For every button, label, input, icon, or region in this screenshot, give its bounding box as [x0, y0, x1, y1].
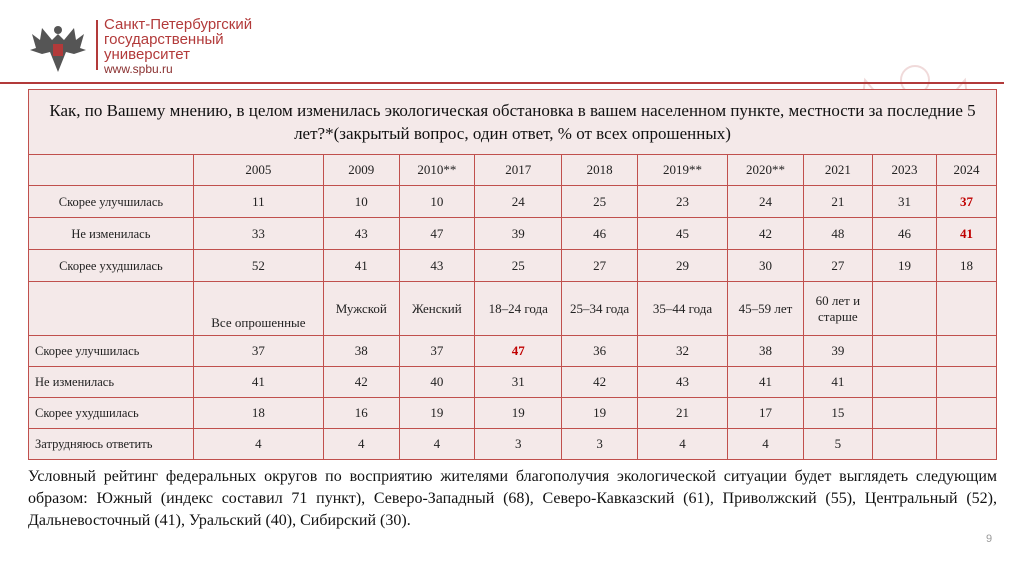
table-cell: 4 — [637, 429, 727, 460]
table-cell: 4 — [728, 429, 804, 460]
table-cell: 33 — [193, 218, 323, 250]
empty-cell — [873, 429, 937, 460]
year-header: 2017 — [475, 155, 562, 186]
corner-cell — [29, 282, 194, 336]
table-cell: 41 — [324, 250, 400, 282]
table-cell: 19 — [562, 398, 638, 429]
row-label: Скорее улучшилась — [29, 336, 194, 367]
year-header: 2020** — [728, 155, 804, 186]
table-cell: 38 — [728, 336, 804, 367]
table-cell: 47 — [399, 218, 475, 250]
empty-cell — [937, 282, 997, 336]
demo-header: 45–59 лет — [728, 282, 804, 336]
table-cell: 40 — [399, 367, 475, 398]
highlighted-cell: 37 — [937, 186, 997, 218]
table-cell: 42 — [728, 218, 804, 250]
rating-summary: Условный рейтинг федеральных округов по восприятию жителями благополучия экологической ситуации будет выглядеть следующим образом: Южный (индекс составил 71 пункт), Северо-Западный (68), Северо-Кавказский (61), Приволжский (55), Центральный (52), Дальневосточный (41), Уральский (40), Сибирский (30). — [28, 468, 997, 529]
demographics-header-row — [29, 282, 997, 336]
spbu-emblem — [28, 18, 88, 74]
uni-line-2: государственный — [104, 31, 224, 48]
table-cell: 18 — [193, 398, 323, 429]
survey-table — [28, 89, 997, 460]
highlighted-cell: 47 — [475, 336, 562, 367]
table-cell: 27 — [562, 250, 638, 282]
logo-divider — [96, 20, 98, 70]
year-header: 2024 — [937, 155, 997, 186]
table-cell: 43 — [399, 250, 475, 282]
website-link[interactable]: www.spbu.ru — [104, 62, 173, 76]
table-cell: 41 — [193, 367, 323, 398]
table-row — [29, 429, 997, 460]
demo-header: 18–24 года — [475, 282, 562, 336]
table-cell: 46 — [562, 218, 638, 250]
header-line — [0, 82, 1004, 84]
table-cell: 5 — [803, 429, 872, 460]
demo-header: 25–34 года — [562, 282, 638, 336]
table-cell: 24 — [728, 186, 804, 218]
table-cell: 18 — [937, 250, 997, 282]
table-cell: 41 — [728, 367, 804, 398]
table-cell: 52 — [193, 250, 323, 282]
row-label: Скорее улучшилась — [29, 186, 194, 218]
table-cell: 46 — [873, 218, 937, 250]
table-cell: 15 — [803, 398, 872, 429]
year-header: 2018 — [562, 155, 638, 186]
table-row — [29, 398, 997, 429]
table-cell: 37 — [399, 336, 475, 367]
table-cell: 42 — [562, 367, 638, 398]
table-cell: 10 — [324, 186, 400, 218]
highlighted-cell: 41 — [937, 218, 997, 250]
table-cell: 4 — [399, 429, 475, 460]
row-label: Скорее ухудшилась — [29, 250, 194, 282]
year-header: 2021 — [803, 155, 872, 186]
table-cell: 25 — [475, 250, 562, 282]
empty-cell — [873, 336, 937, 367]
table-cell: 21 — [637, 398, 727, 429]
table-cell: 36 — [562, 336, 638, 367]
table-cell: 48 — [803, 218, 872, 250]
year-header: 2009 — [324, 155, 400, 186]
table-cell: 32 — [637, 336, 727, 367]
table-cell: 17 — [728, 398, 804, 429]
question-title: Как, по Вашему мнению, в целом изменилась экологическая обстановка в вашем населенном пункте, местности за последние 5 лет?*(закрытый вопрос, один ответ, % от всех опрошенных) — [29, 90, 997, 155]
table-cell: 31 — [475, 367, 562, 398]
table-cell: 16 — [324, 398, 400, 429]
table-row — [29, 250, 997, 282]
table-cell: 25 — [562, 186, 638, 218]
year-header: 2005 — [193, 155, 323, 186]
empty-cell — [937, 367, 997, 398]
empty-cell — [937, 429, 997, 460]
empty-cell — [873, 398, 937, 429]
table-cell: 24 — [475, 186, 562, 218]
table-cell: 3 — [475, 429, 562, 460]
table-cell: 39 — [475, 218, 562, 250]
page-number: 9 — [986, 533, 993, 545]
table-cell: 43 — [637, 367, 727, 398]
demo-header: Все опрошенные — [193, 282, 323, 336]
year-header: 2023 — [873, 155, 937, 186]
demo-header: 60 лет и старше — [803, 282, 872, 336]
table-cell: 37 — [193, 336, 323, 367]
empty-cell — [873, 282, 937, 336]
table-cell: 10 — [399, 186, 475, 218]
table-row — [29, 218, 997, 250]
demo-header: Мужской — [324, 282, 400, 336]
table-cell: 41 — [803, 367, 872, 398]
table-cell: 11 — [193, 186, 323, 218]
table-cell: 39 — [803, 336, 872, 367]
year-header: 2019** — [637, 155, 727, 186]
table-row — [29, 186, 997, 218]
table-cell: 4 — [193, 429, 323, 460]
table-cell: 3 — [562, 429, 638, 460]
empty-cell — [873, 367, 937, 398]
table-cell: 19 — [475, 398, 562, 429]
row-label: Скорее ухудшилась — [29, 398, 194, 429]
table-cell: 42 — [324, 367, 400, 398]
table-cell: 38 — [324, 336, 400, 367]
table-cell: 29 — [637, 250, 727, 282]
university-name[interactable] — [104, 17, 252, 77]
table-cell: 19 — [399, 398, 475, 429]
table-cell: 21 — [803, 186, 872, 218]
row-label: Не изменилась — [29, 218, 194, 250]
years-header-row — [29, 155, 997, 186]
table-cell: 19 — [873, 250, 937, 282]
year-header: 2010** — [399, 155, 475, 186]
table-row — [29, 336, 997, 367]
table-cell: 4 — [324, 429, 400, 460]
table-cell: 45 — [637, 218, 727, 250]
uni-line-1: Санкт-Петербургский — [104, 16, 253, 33]
table-row — [29, 367, 997, 398]
uni-line-3: университет — [104, 46, 190, 63]
table-cell: 27 — [803, 250, 872, 282]
table-cell: 31 — [873, 186, 937, 218]
empty-cell — [937, 336, 997, 367]
table-cell: 30 — [728, 250, 804, 282]
table-cell: 43 — [324, 218, 400, 250]
corner-cell — [29, 155, 194, 186]
empty-cell — [937, 398, 997, 429]
row-label: Затрудняюсь ответить — [29, 429, 194, 460]
table-cell: 23 — [637, 186, 727, 218]
row-label: Не изменилась — [29, 367, 194, 398]
demo-header: Женский — [399, 282, 475, 336]
demo-header: 35–44 года — [637, 282, 727, 336]
